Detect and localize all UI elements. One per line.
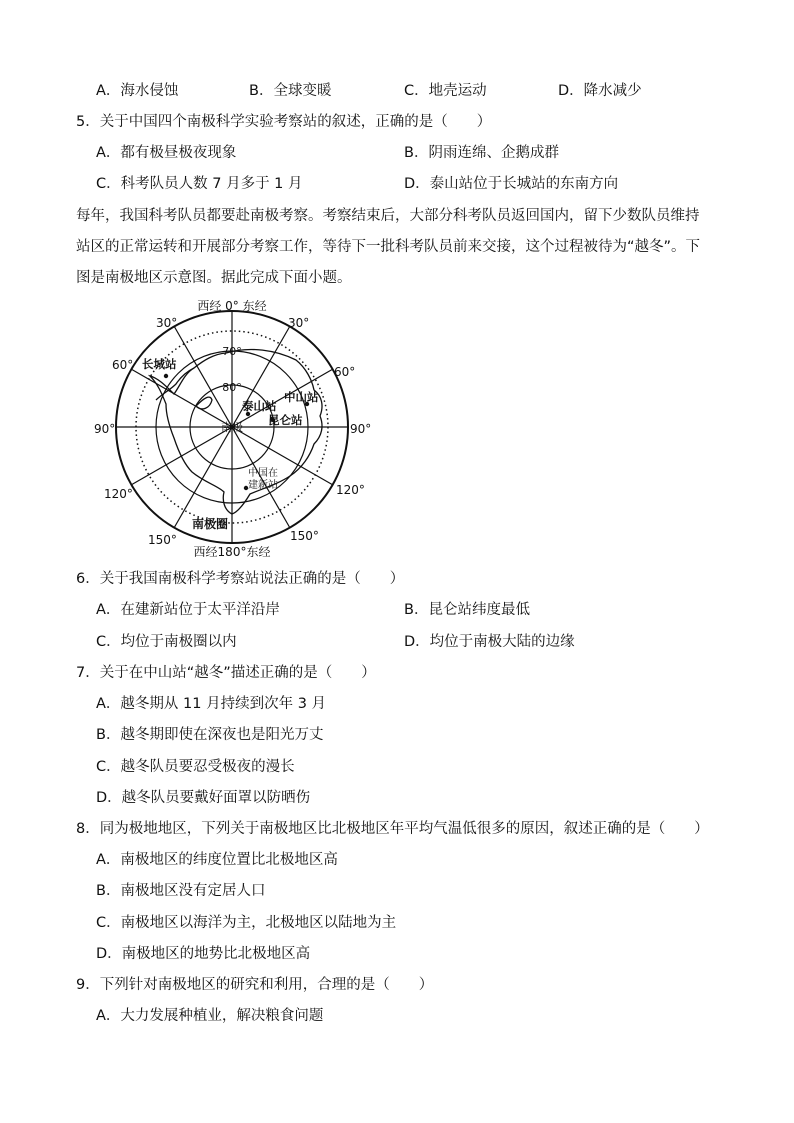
lon-150-right: 150° xyxy=(290,529,319,543)
jianxin-station-label-2: 建新站 xyxy=(248,480,278,491)
q4-option-b: B．全球变暖 xyxy=(249,83,332,99)
q8-option-a: A．南极地区的纬度位置比北极地区高 xyxy=(96,852,338,868)
lon-120-left: 120° xyxy=(104,487,133,501)
lon-60-right: 60° xyxy=(334,365,356,379)
q8-option-d: D．南极地区的地势比北极地区高 xyxy=(96,946,311,962)
passage-line-1: 每年，我国科考队员都要赴南极考察。考察结束后，大部分科考队员返回国内，留下少数队员维持 xyxy=(76,208,700,224)
antarctic-circle-label: 南极圈 xyxy=(192,517,229,531)
q6-option-b: B．昆仑站纬度最低 xyxy=(404,602,530,618)
q8-option-c: C．南极地区以海洋为主，北极地区以陆地为主 xyxy=(96,915,397,931)
q5-option-c: C．科考队员人数 7 月多于 1 月 xyxy=(96,176,303,192)
q7-option-c: C．越冬队员要忍受极夜的漫长 xyxy=(96,759,295,775)
changcheng-station-dot xyxy=(164,374,168,378)
q9-stem: 9．下列针对南极地区的研究和利用，合理的是（ ） xyxy=(76,977,434,993)
lat-80-label: 80° xyxy=(222,381,242,394)
q9-option-a: A．大力发展种植业，解决粮食问题 xyxy=(96,1008,324,1024)
q7-option-a: A．越冬期从 11 月持续到次年 3 月 xyxy=(96,696,327,712)
jianxin-station-label-1: 中国在 xyxy=(248,468,278,479)
q8-option-b: B．南极地区没有定居人口 xyxy=(96,883,266,899)
q5-option-a: A．都有极昼极夜现象 xyxy=(96,145,237,161)
zhongshan-station-label: 中山站 xyxy=(284,390,319,404)
passage-line-3: 图是南极地区示意图。据此完成下面小题。 xyxy=(76,270,352,286)
lat-70-label: 70° xyxy=(222,345,242,358)
q7-stem: 7．关于在中山站“越冬”描述正确的是（ ） xyxy=(76,665,376,681)
lon-60-left: 60° xyxy=(112,358,134,372)
lon-90-left: 90° xyxy=(94,422,116,436)
map-bottom-label: 西经180°东经 xyxy=(193,545,271,559)
q6-option-c: C．均位于南极圈以内 xyxy=(96,634,237,650)
q6-option-d: D．均位于南极大陆的边缘 xyxy=(404,634,575,650)
q4-option-a: A．海水侵蚀 xyxy=(96,83,179,99)
lon-30-left: 30° xyxy=(156,316,178,330)
q6-option-a: A．在建新站位于太平洋沿岸 xyxy=(96,602,280,618)
q5-option-d: D．泰山站位于长城站的东南方向 xyxy=(404,176,619,192)
q5-option-b: B．阴雨连绵、企鹅成群 xyxy=(404,145,559,161)
lon-90-right: 90° xyxy=(350,422,372,436)
taishan-station-label: 泰山站 xyxy=(242,399,277,413)
passage-line-2: 站区的正常运转和开展部分考察工作，等待下一批科考队员前来交接，这个过程被待为“越冬”。下 xyxy=(76,239,701,255)
lon-30-right: 30° xyxy=(288,316,310,330)
map-top-label: 西经 0° 东经 xyxy=(197,299,267,313)
q7-option-d: D．越冬队员要戴好面罩以防晒伤 xyxy=(96,790,311,806)
q8-stem: 8．同为极地地区，下列关于南极地区比北极地区年平均气温低很多的原因，叙述正确的是（ ） xyxy=(76,821,709,837)
lon-120-right: 120° xyxy=(336,483,365,497)
changcheng-station-label: 长城站 xyxy=(142,357,177,371)
south-pole-label: 南极 xyxy=(221,421,243,434)
q5-stem: 5．关于中国四个南极科学实验考察站的叙述，正确的是（ ） xyxy=(76,114,492,130)
q4-option-c: C．地壳运动 xyxy=(404,83,487,99)
antarctica-map xyxy=(94,298,390,560)
q6-stem: 6．关于我国南极科学考察站说法正确的是（ ） xyxy=(76,571,405,587)
q7-option-b: B．越冬期即使在深夜也是阳光万丈 xyxy=(96,727,324,743)
q4-option-d: D．降水减少 xyxy=(558,83,642,99)
kunlun-station-label: 昆仑站 xyxy=(268,413,303,427)
lon-150-left: 150° xyxy=(148,533,177,547)
